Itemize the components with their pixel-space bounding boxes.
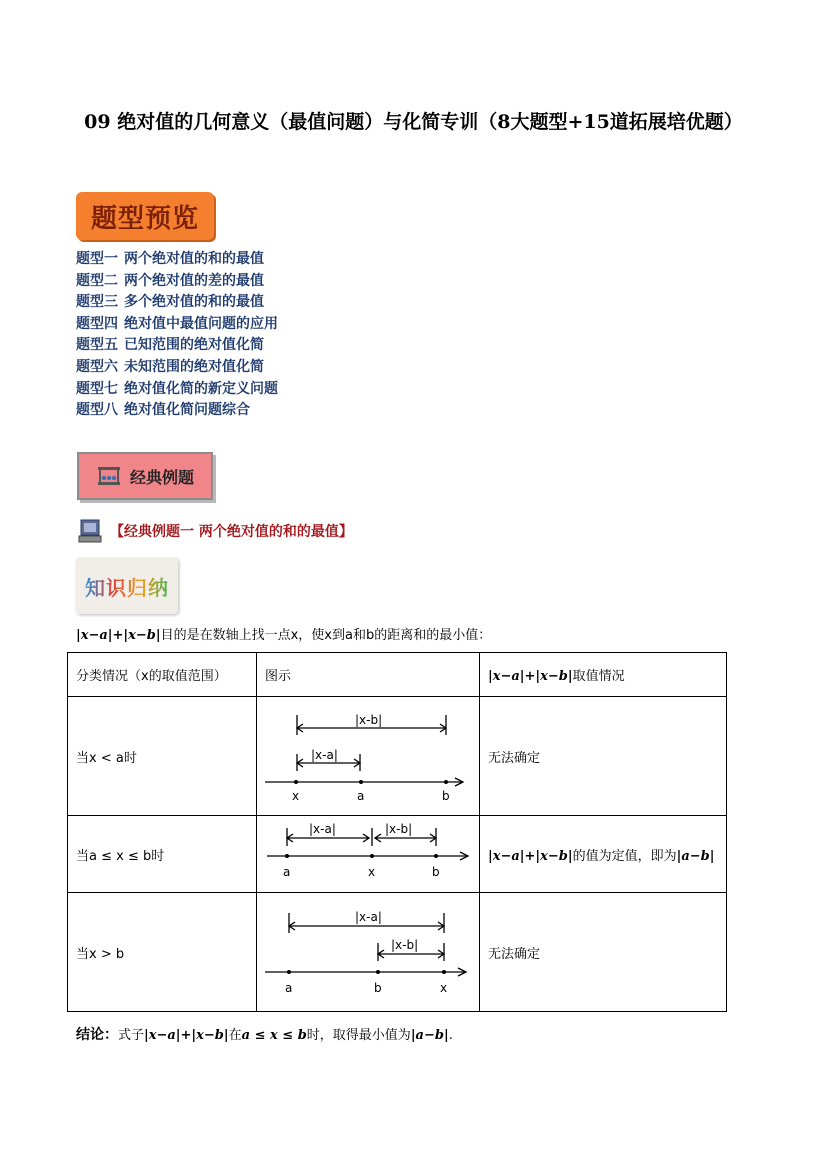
number-line-diagram xyxy=(257,893,479,1011)
point-label: x xyxy=(440,981,448,995)
topic-number: 题型七 xyxy=(76,380,118,397)
point-label: b xyxy=(374,981,382,995)
label-x-minus-b: |x-b| xyxy=(385,822,413,836)
conclusion-text: 式子 xyxy=(118,1028,145,1043)
topic-number: 题型五 xyxy=(76,337,118,354)
conclusion xyxy=(76,1024,453,1044)
conclusion-min: |a−b| xyxy=(410,1028,449,1043)
figure-cell xyxy=(257,816,480,893)
point-label: a xyxy=(357,789,365,803)
intro-sentence: 目的是在数轴上找一点x，使x到a和b的距离和的最小值： xyxy=(160,628,492,643)
topic-item xyxy=(76,249,278,271)
topic-label: 绝对值化简的新定义问题 xyxy=(124,380,278,397)
topic-number: 题型二 xyxy=(76,272,118,289)
topic-number: 题型三 xyxy=(76,294,118,311)
case-cell: 当a ≤ x ≤ b时 xyxy=(68,816,257,893)
header-value-text: 取值情况 xyxy=(572,669,625,684)
topic-number: 题型八 xyxy=(76,402,118,419)
topic-item xyxy=(76,400,278,422)
topic-item xyxy=(76,314,278,336)
header-value-expr: |x−a|+|x−b| xyxy=(488,669,573,684)
topic-item xyxy=(76,379,278,401)
point-label: b xyxy=(442,789,450,803)
label-x-minus-b: |x-b| xyxy=(355,713,383,727)
point-label: x xyxy=(368,865,376,879)
result-expr: |x−a|+|x−b| xyxy=(488,848,573,864)
topic-label: 绝对值中最值问题的应用 xyxy=(124,315,278,332)
topic-item xyxy=(76,292,278,314)
case-cell: 当x < a时 xyxy=(68,697,257,816)
example-badge xyxy=(77,452,213,500)
result-cell xyxy=(480,816,727,893)
header-case: 分类情况（x的取值范围） xyxy=(68,653,257,697)
point-label: a xyxy=(285,981,293,995)
conclusion-range: a ≤ x ≤ b xyxy=(241,1028,307,1043)
figure-cell xyxy=(257,893,480,1012)
topic-label: 两个绝对值的和的最值 xyxy=(124,251,264,267)
intro-text xyxy=(76,624,491,643)
topic-label: 多个绝对值的和的最值 xyxy=(124,294,264,311)
result-text: 的值为定值，即为 xyxy=(572,848,677,864)
section-heading xyxy=(78,518,353,544)
topic-number: 题型六 xyxy=(76,358,118,375)
topic-item xyxy=(76,357,278,379)
point-label: x xyxy=(292,789,300,803)
topic-item xyxy=(76,335,278,357)
number-line-diagram xyxy=(257,816,479,892)
result-value: |a−b| xyxy=(676,848,715,864)
intro-expression: |x−a|+|x−b| xyxy=(76,628,161,643)
table-row xyxy=(68,697,727,816)
topic-label: 未知范围的绝对值化简 xyxy=(124,358,264,375)
conclusion-expr: |x−a|+|x−b| xyxy=(144,1028,229,1043)
table-row xyxy=(68,893,727,1012)
topic-label: 绝对值化简问题综合 xyxy=(124,402,250,419)
table-row xyxy=(68,816,727,893)
label-x-minus-b: |x-b| xyxy=(391,938,419,952)
topic-label: 两个绝对值的差的最值 xyxy=(124,272,264,289)
conclusion-text: 在 xyxy=(228,1028,242,1043)
topic-list xyxy=(76,249,278,422)
point-label: b xyxy=(432,865,440,879)
computer-icon xyxy=(78,518,104,544)
label-x-minus-a: |x-a| xyxy=(311,748,338,762)
label-x-minus-a: |x-a| xyxy=(309,822,336,836)
section-heading-text: 【经典例题一 两个绝对值的和的最值】 xyxy=(110,524,353,540)
header-value xyxy=(480,653,727,697)
label-x-minus-a: |x-a| xyxy=(355,910,382,924)
topic-number: 题型一 xyxy=(76,251,118,267)
preview-badge: 题型预览 xyxy=(76,192,214,240)
point-label: a xyxy=(283,865,291,879)
table-header-row xyxy=(68,653,727,697)
topic-label: 已知范围的绝对值化简 xyxy=(124,337,264,354)
knowledge-badge-text: 知识归纳 xyxy=(85,572,169,601)
result-cell: 无法确定 xyxy=(480,893,727,1012)
conclusion-label: 结论： xyxy=(76,1027,118,1043)
case-table xyxy=(67,652,727,1012)
header-figure: 图示 xyxy=(257,653,480,697)
figure-cell xyxy=(257,697,480,816)
topic-item xyxy=(76,271,278,293)
topic-number: 题型四 xyxy=(76,315,118,332)
cradle-icon xyxy=(96,465,122,487)
knowledge-badge xyxy=(76,558,178,614)
case-cell: 当x > b xyxy=(68,893,257,1012)
result-cell: 无法确定 xyxy=(480,697,727,816)
example-badge-label: 经典例题 xyxy=(129,467,194,487)
page-title: 09 绝对值的几何意义（最值问题）与化简专训（8大题型+15道拓展培优题） xyxy=(84,111,743,133)
conclusion-end: . xyxy=(448,1028,453,1043)
conclusion-text: 时，取得最小值为 xyxy=(306,1028,411,1043)
number-line-diagram xyxy=(257,697,479,815)
